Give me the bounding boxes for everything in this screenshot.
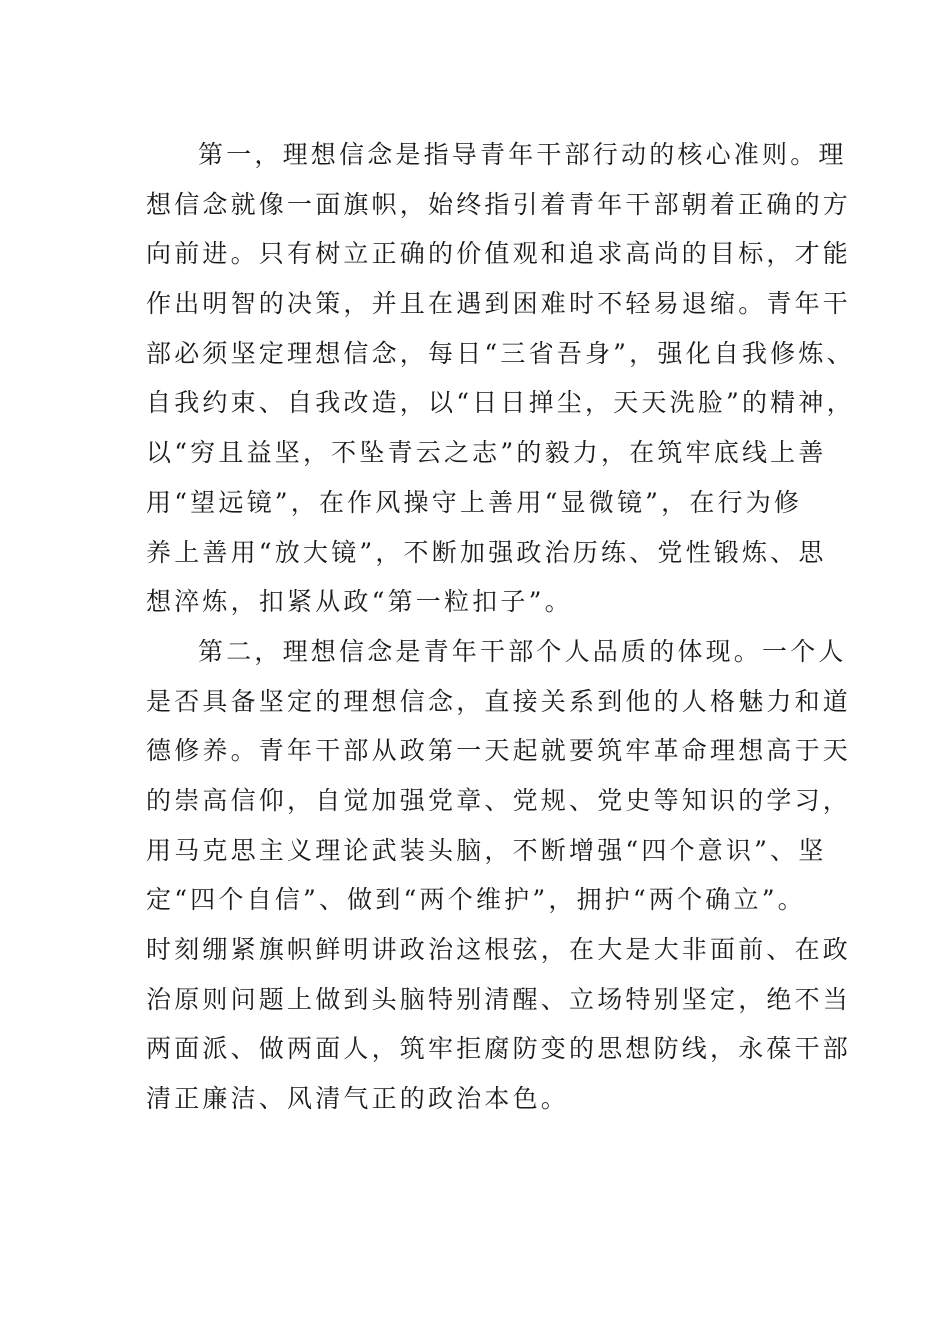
text-line: 自我约束、自我改造，以“日日掸尘，天天洗脸”的精神， <box>146 388 855 418</box>
text-line: 用“望远镜”，在作风操守上善用“显微镜”，在行为修 <box>146 487 803 517</box>
paragraph-2 <box>146 627 852 1124</box>
text-line: 两面派、做两面人，筑牢拒腐防变的思想防线，永葆干部 <box>146 1034 852 1064</box>
text-line: 想淬炼，扣紧从政“第一粒扣子”。 <box>146 587 573 617</box>
text-line: 向前进。只有树立正确的价值观和追求高尚的目标，才能 <box>146 239 852 269</box>
text-line: 的崇高信仰，自觉加强党章、党规、党史等知识的学习， <box>146 785 852 815</box>
text-line: 部必须坚定理想信念，每日“三省吾身”，强化自我修炼、 <box>146 338 855 368</box>
text-line: 是否具备坚定的理想信念，直接关系到他的人格魅力和道 <box>146 686 852 716</box>
text-line: 清正廉洁、风清气正的政治本色。 <box>146 1084 570 1114</box>
text-line: 第一，理想信念是指导青年干部行动的核心准则。理 <box>198 140 847 169</box>
text-line: 治原则问题上做到头脑特别清醒、立场特别坚定，绝不当 <box>146 984 852 1014</box>
text-line: 作出明智的决策，并且在遇到困难时不轻易退缩。青年干 <box>146 289 852 319</box>
text-line: 想信念就像一面旗帜，始终指引着青年干部朝着正确的方 <box>146 189 852 219</box>
document-body <box>146 130 855 1124</box>
text-line: 定“四个自信”、做到“两个维护”，拥护“两个确立”。 <box>146 885 806 915</box>
text-line: 德修养。青年干部从政第一天起就要筑牢革命理想高于天 <box>146 736 852 766</box>
text-line: 用马克思主义理论武装头脑，不断增强“四个意识”、坚 <box>146 835 827 865</box>
paragraph-1 <box>146 130 855 627</box>
text-line: 养上善用“放大镜”，不断加强政治历练、党性锻炼、思 <box>146 537 827 567</box>
text-line: 第二，理想信念是青年干部个人品质的体现。一个人 <box>198 636 847 666</box>
text-line: 以“穷且益坚，不坠青云之志”的毅力，在筑牢底线上善 <box>146 438 827 468</box>
text-line: 时刻绷紧旗帜鲜明讲政治这根弦，在大是大非面前、在政 <box>146 935 852 964</box>
